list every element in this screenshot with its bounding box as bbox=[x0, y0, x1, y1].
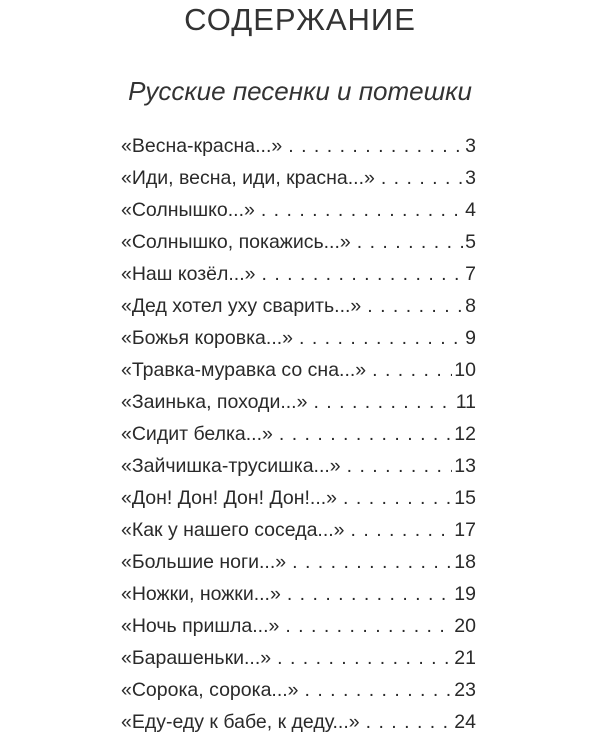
toc-entry-title: «Зайчишка-трусишка...» bbox=[121, 455, 341, 477]
toc-leader-dots bbox=[381, 162, 463, 194]
toc-entry-page: 9 bbox=[465, 327, 476, 349]
toc-entry-page: 3 bbox=[465, 167, 476, 189]
toc-entry-title: «Весна-красна...» bbox=[121, 135, 283, 157]
toc-entry[interactable] bbox=[121, 482, 476, 514]
toc-entry-title: «Наш козёл...» bbox=[121, 263, 256, 285]
toc-entry-page: 4 bbox=[465, 199, 476, 221]
toc-leader-dots bbox=[366, 706, 453, 738]
toc-leader-dots bbox=[261, 258, 463, 290]
toc-entry[interactable] bbox=[121, 226, 476, 258]
toc-leader-dots bbox=[288, 130, 463, 162]
toc-entry-page: 11 bbox=[455, 391, 476, 413]
toc-leader-dots bbox=[343, 482, 452, 514]
toc-entry-page: 19 bbox=[454, 583, 476, 605]
toc-entry-title: «Солнышко...» bbox=[121, 199, 255, 221]
toc-leader-dots bbox=[261, 194, 463, 226]
toc-leader-dots bbox=[277, 642, 452, 674]
toc-leader-dots bbox=[313, 386, 453, 418]
toc-entry-page: 12 bbox=[454, 423, 476, 445]
section-title: Русские песенки и потешки bbox=[128, 76, 472, 106]
toc-entry-title: «Как у нашего соседа...» bbox=[121, 519, 345, 541]
toc-entry[interactable] bbox=[121, 258, 476, 290]
toc-entry-page: 13 bbox=[454, 455, 476, 477]
toc-entry-title: «Ножки, ножки...» bbox=[121, 583, 281, 605]
toc-entry[interactable] bbox=[121, 322, 476, 354]
table-of-contents bbox=[121, 130, 476, 738]
toc-entry-title: «Божья коровка...» bbox=[121, 327, 293, 349]
toc-leader-dots bbox=[305, 674, 453, 706]
toc-entry[interactable] bbox=[121, 578, 476, 610]
toc-leader-dots bbox=[357, 226, 463, 258]
toc-entry-page: 24 bbox=[454, 711, 476, 733]
toc-entry-title: «Солнышко, покажись...» bbox=[121, 231, 351, 253]
toc-entry-page: 8 bbox=[465, 295, 476, 317]
toc-entry[interactable] bbox=[121, 418, 476, 450]
toc-entry-page: 21 bbox=[454, 647, 476, 669]
toc-leader-dots bbox=[287, 578, 452, 610]
toc-entry-page: 7 bbox=[465, 263, 476, 285]
toc-entry-page: 17 bbox=[454, 519, 476, 541]
toc-entry-title: «Барашеньки...» bbox=[121, 647, 272, 669]
toc-leader-dots bbox=[285, 610, 452, 642]
toc-entry-title: «Травка-муравка со сна...» bbox=[121, 359, 367, 381]
toc-entry-title: «Сидит белка...» bbox=[121, 423, 273, 445]
toc-entry-page: 18 bbox=[454, 551, 476, 573]
toc-entry-title: «Ночь пришла...» bbox=[121, 615, 280, 637]
toc-entry[interactable] bbox=[121, 290, 476, 322]
toc-entry[interactable] bbox=[121, 386, 476, 418]
toc-entry[interactable] bbox=[121, 450, 476, 482]
toc-leader-dots bbox=[347, 450, 453, 482]
toc-entry-page: 5 bbox=[465, 231, 476, 253]
toc-entry[interactable] bbox=[121, 130, 476, 162]
toc-entry-title: «Заинька, походи...» bbox=[121, 391, 308, 413]
contents-heading: СОДЕРЖАНИЕ bbox=[184, 2, 416, 37]
toc-leader-dots bbox=[279, 418, 452, 450]
toc-entry-title: «Сорока, сорока...» bbox=[121, 679, 299, 701]
toc-entry-title: «Дон! Дон! Дон! Дон!...» bbox=[121, 487, 338, 509]
toc-leader-dots bbox=[372, 354, 452, 386]
toc-entry[interactable] bbox=[121, 642, 476, 674]
toc-entry[interactable] bbox=[121, 706, 476, 738]
toc-entry[interactable] bbox=[121, 514, 476, 546]
toc-entry-page: 10 bbox=[454, 359, 476, 381]
toc-entry-title: «Большие ноги...» bbox=[121, 551, 287, 573]
toc-entry[interactable] bbox=[121, 354, 476, 386]
toc-leader-dots bbox=[292, 546, 452, 578]
toc-entry-title: «Иди, весна, иди, красна...» bbox=[121, 167, 375, 189]
toc-leader-dots bbox=[351, 514, 453, 546]
toc-entry-page: 15 bbox=[454, 487, 476, 509]
toc-entry[interactable] bbox=[121, 162, 476, 194]
toc-leader-dots bbox=[367, 290, 463, 322]
toc-entry[interactable] bbox=[121, 194, 476, 226]
toc-entry-page: 3 bbox=[465, 135, 476, 157]
toc-entry[interactable] bbox=[121, 610, 476, 642]
toc-entry-title: «Дед хотел уху сварить...» bbox=[121, 295, 362, 317]
toc-entry-page: 23 bbox=[454, 679, 476, 701]
toc-entry[interactable] bbox=[121, 674, 476, 706]
toc-leader-dots bbox=[299, 322, 463, 354]
toc-entry-title: «Еду-еду к бабе, к деду...» bbox=[121, 711, 360, 733]
toc-entry-page: 20 bbox=[454, 615, 476, 637]
toc-entry[interactable] bbox=[121, 546, 476, 578]
